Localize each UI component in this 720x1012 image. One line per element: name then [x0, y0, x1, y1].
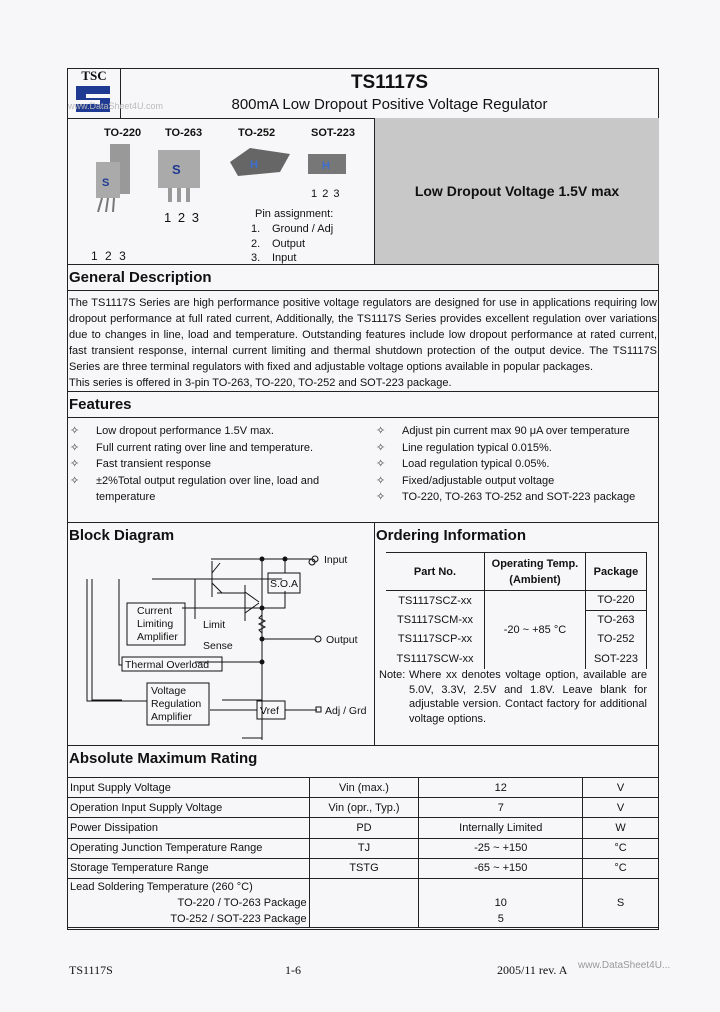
feature-item: ✧ ±2%Total output regulation over line, load and temperature: [70, 474, 320, 503]
block-label: Vref: [260, 705, 279, 717]
package-label: TO-220: [104, 127, 142, 139]
block-label: Sense: [203, 640, 233, 652]
amr-table: [67, 777, 659, 928]
pin-assignment-list: 1. Ground / Adj 2. Output 3. Input: [251, 223, 334, 264]
soa-label: S.O.A: [270, 578, 299, 590]
footer-watermark: www.DataSheet4U...: [578, 960, 671, 971]
general-description-heading: General Description: [69, 269, 212, 286]
feature-item: ✧ Line regulation typical 0.015%.: [376, 441, 552, 454]
page-subtitle: 800mA Low Dropout Positive Voltage Regulator: [231, 96, 548, 113]
svg-text:S: S: [172, 162, 181, 177]
watermark: www.DataSheet4U.com: [68, 101, 164, 111]
table-row: TS1117SCZ-xx -20 ~ +85 °C TO-220: [386, 591, 647, 611]
block-label: Voltage: [151, 685, 187, 697]
dropout-highlight: Low Dropout Voltage 1.5V max: [414, 183, 620, 199]
block-diagram-heading: Block Diagram: [69, 527, 175, 544]
table-row: Input Supply Voltage Vin (max.) 12 V: [68, 778, 659, 798]
block-label: Current: [137, 605, 173, 617]
table-row: Operating Junction Temperature Range TJ -25 ~ +150 °C: [68, 838, 659, 858]
block-diagram: [67, 545, 374, 740]
footer-doc-name: TS1117S: [69, 963, 113, 977]
features-left: [70, 423, 340, 506]
sot223-pins: 1 2 3: [311, 188, 340, 200]
svg-text:H: H: [250, 159, 258, 171]
footer-page-number: 1-6: [285, 963, 301, 977]
table-row: TS1117SCW-xx SOT-223: [386, 649, 647, 669]
sot223-image: [308, 154, 346, 174]
package-label: TO-252: [238, 127, 276, 139]
output-label: Output: [326, 634, 358, 646]
package-label: SOT-223: [311, 127, 356, 139]
svg-text:S: S: [102, 177, 110, 189]
block-label: Regulation: [151, 698, 202, 710]
ordering-heading: Ordering Information: [376, 527, 526, 544]
footer-revision: 2005/11 rev. A: [497, 963, 568, 977]
table-row: Power Dissipation PD Internally Limited W: [68, 818, 659, 838]
to220-pins: 1 2 3: [91, 249, 128, 263]
to252-image: [230, 148, 290, 176]
package-label: TO-263: [165, 127, 203, 139]
table-row: Lead Soldering Temperature (260 °C) TO-220 / TO-263 Package TO-252 / SOT-223 Package 10 5 S: [68, 878, 659, 927]
feature-item: ✧ Load regulation typical 0.05%.: [376, 458, 550, 470]
pin-assignment-title: Pin assignment:: [255, 208, 334, 220]
feature-item: ✧ TO-220, TO-263 TO-252 and SOT-223 package: [376, 491, 636, 503]
ordering-table: Part No. Operating Temp. (Ambient) Package TS1117SCZ-xx -20 ~ +85 °C TO-220 TS1117SCM-xx TO-263 TS1117SCP-xx TO-252 TS1117SCW-xx SOT-223: [386, 552, 647, 669]
tsc-logo: TSC: [70, 70, 118, 116]
block-label: Amplifier: [151, 711, 192, 723]
general-description-text: The TS1117S Series are high performance positive voltage regulators are designed for use in applications requiring low dropout performance at full rated current, Additionally, the TS1117S Series provides excellent regulation over variations due to changes in line, load and temperature. Outstanding features include low dropout performance at rated current, fast transient response, internal current limiting and thermal shutdown protection of the output device. The TS1117S Series are three terminal regulators with fixed and adjustable voltage options available in popular packages. This series is offered in 3-pin TO-263, TO-220, TO-252 and SOT-223 package.: [69, 297, 657, 389]
block-label: Amplifier: [137, 631, 178, 643]
table-row: Storage Temperature Range TSTG -65 ~ +150 °C: [68, 858, 659, 878]
adj-label: Adj / Grd: [325, 705, 367, 717]
feature-item: ✧ Fast transient response: [70, 458, 211, 470]
to263-image: [158, 150, 200, 202]
block-label: Thermal Overload: [125, 659, 210, 671]
feature-item: ✧ Adjust pin current max 90 μA over temperature: [376, 425, 630, 437]
block-label: Limit: [203, 619, 226, 631]
table-row: TS1117SCP-xx TO-252: [386, 630, 647, 650]
table-row: Operation Input Supply Voltage Vin (opr., Typ.) 7 V: [68, 798, 659, 818]
input-label: Input: [324, 554, 348, 566]
svg-text:H: H: [322, 160, 330, 172]
features-right: [376, 423, 656, 506]
block-label: Limiting: [137, 618, 174, 630]
page-title: TS1117S: [350, 72, 429, 93]
feature-item: ✧ Full current rating over line and temperature.: [70, 441, 314, 454]
ordering-note: Note: Where xx denotes voltage option, available are 5.0V, 3.3V, 2.5V and 1.8V. Leave blank for adjustable version. Contact factory for additional voltage options.: [379, 669, 647, 725]
features-heading: Features: [69, 396, 132, 413]
highlight-panel: [374, 118, 659, 264]
to220-image: [96, 144, 130, 212]
to263-pins: 1 2 3: [164, 210, 199, 225]
package-images: [90, 142, 370, 212]
table-row: TS1117SCM-xx TO-263: [386, 610, 647, 630]
feature-item: ✧ Low dropout performance 1.5V max.: [70, 425, 274, 437]
feature-item: ✧ Fixed/adjustable output voltage: [376, 474, 555, 487]
amr-heading: Absolute Maximum Rating: [69, 750, 258, 767]
